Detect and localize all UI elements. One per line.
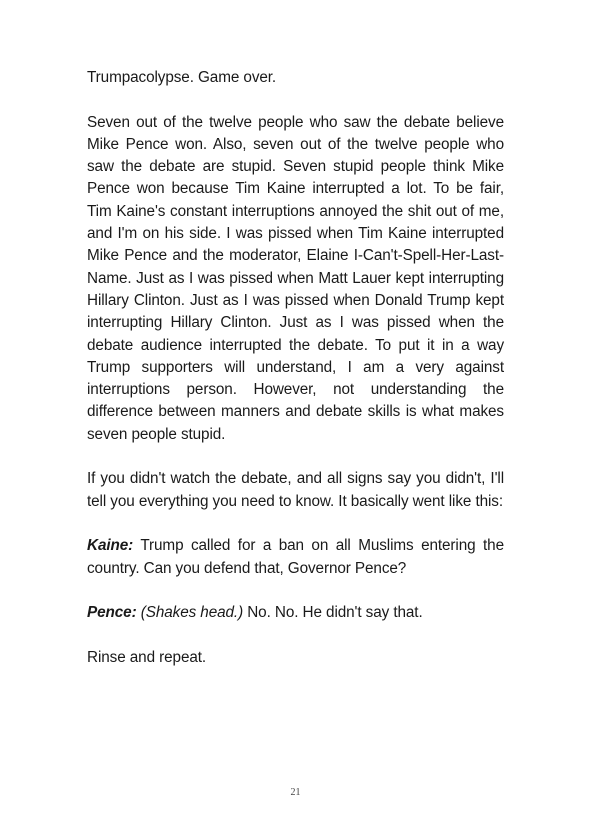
speaker-name: Pence: <box>87 604 137 622</box>
page-body <box>87 67 504 691</box>
page-number: 21 <box>290 787 301 798</box>
paragraph-text: Seven out of the twelve people who saw the debate believe Mike Pence won. Also, seven out of the twelve people who saw the debate are stupid. Seven stupid people think Mike Pence won because Tim Kaine interrupted a lot. To be fair, Tim Kaine's constant interruptions annoyed the shit out of me, and I'm on his side. I was pissed when Tim Kaine interrupted Mike Pence and the moderator, Elaine I-Can't-Spell-Her-Last-Name. Just as I was pissed when Matt Lauer kept interrupting Hillary Clinton. Just as I was pissed when Donald Trump kept interrupting Hillary Clinton. Just as I was pissed when the debate audience interrupted the debate. To put it in a way Trump supporters will understand, I am a very against interruptions person. However, not understanding the difference between manners and debate skills is what makes seven people stupid. <box>87 113 504 443</box>
paragraph-intro <box>87 67 504 89</box>
paragraph-debate-summary <box>87 112 504 446</box>
paragraph-recap-intro <box>87 468 504 513</box>
speaker-name: Kaine: <box>87 537 134 555</box>
paragraph-text: If you didn't watch the debate, and all signs say you didn't, I'll tell you everything you need to know. It basically went like this: <box>87 470 504 510</box>
paragraph-text: Trumpacolypse. Game over. <box>87 69 277 86</box>
dialogue-text: Trump called for a ban on all Muslims entering the country. Can you defend that, Governor Pence? <box>87 537 504 577</box>
dialogue-line-kaine <box>87 535 504 580</box>
paragraph-text: Rinse and repeat. <box>87 648 207 666</box>
dialogue-text: No. No. He didn't say that. <box>243 604 423 622</box>
paragraph-closing <box>87 647 504 669</box>
stage-direction: (Shakes head.) <box>140 604 244 622</box>
dialogue-line-pence <box>87 602 504 624</box>
